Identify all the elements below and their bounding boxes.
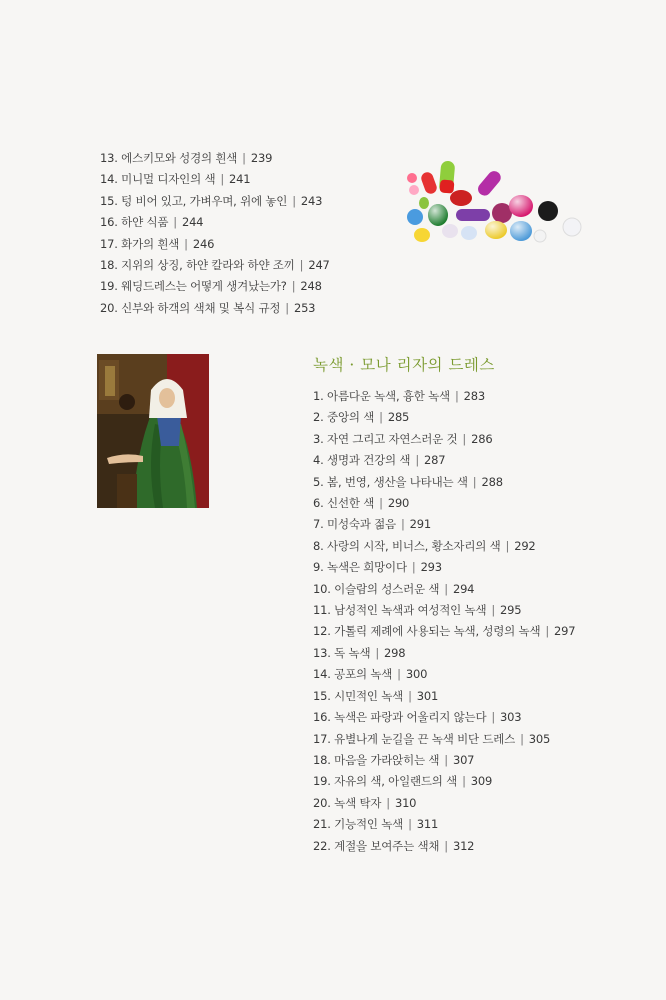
toc-item — [313, 407, 575, 428]
toc-item — [313, 814, 575, 835]
toc-item-page: 300 — [405, 667, 428, 682]
toc-item-number: 13. — [100, 151, 118, 165]
toc-item — [313, 472, 575, 493]
toc-item-page: 301 — [416, 688, 439, 703]
toc-item-page: 288 — [481, 474, 503, 489]
toc-item-title: 이슬람의 성스러운 색 — [334, 581, 440, 596]
toc-item-title: 시민적인 녹색 — [334, 688, 404, 703]
toc-item — [100, 148, 330, 169]
toc-separator: | — [386, 795, 390, 810]
toc-separator: | — [462, 774, 466, 789]
toc-item-title: 신부와 하객의 색채 및 복식 규정 — [121, 300, 281, 315]
toc-item-title: 텅 비어 있고, 가벼우며, 위에 놓인 — [121, 193, 288, 208]
toc-item-number: 22. — [313, 838, 331, 853]
toc-item-number: 6. — [313, 496, 324, 511]
toc-separator: | — [454, 389, 459, 403]
toc-item-title: 아름다운 녹색, 흉한 녹색 — [327, 389, 450, 403]
toc-item — [100, 212, 330, 233]
toc-item — [313, 429, 575, 450]
toc-item-page: 243 — [300, 193, 323, 208]
toc-item-page: 283 — [463, 389, 486, 403]
toc-item-page: 294 — [452, 581, 475, 596]
toc-item-title: 마음을 가라앉히는 색 — [334, 752, 440, 767]
toc-item — [313, 686, 575, 707]
toc-item-page: 291 — [409, 517, 432, 532]
toc-item-title: 미니멀 디자인의 색 — [121, 172, 216, 187]
toc-item-page: 295 — [500, 603, 522, 618]
toc-item — [313, 557, 575, 578]
toc-separator: | — [184, 236, 188, 251]
toc-item-page: 309 — [470, 774, 493, 789]
toc-item — [313, 514, 575, 535]
toc-separator: | — [220, 172, 225, 187]
toc-item — [100, 298, 330, 319]
toc-item-number: 14. — [313, 667, 331, 682]
toc-separator: | — [397, 667, 401, 682]
toc-separator: | — [444, 581, 448, 596]
toc-separator: | — [472, 474, 477, 489]
toc-item-number: 14. — [100, 172, 118, 187]
toc-item-title: 지위의 상징, 하얀 칼라와 하얀 조끼 — [121, 258, 295, 273]
toc-item-number: 15. — [100, 193, 118, 208]
toc-item-number: 15. — [313, 688, 331, 703]
toc-item-page: 290 — [387, 496, 410, 511]
toc-item-page: 312 — [452, 838, 475, 853]
toc-item-number: 2. — [313, 410, 324, 425]
toc-item — [313, 750, 575, 771]
toc-separator: | — [292, 193, 296, 208]
white-section-toc — [100, 148, 330, 319]
toc-item-title: 화가의 흰색 — [121, 236, 180, 251]
toc-item-title: 독 녹색 — [334, 645, 371, 660]
toc-separator: | — [462, 431, 467, 446]
toc-item-title: 공포의 녹색 — [334, 667, 393, 682]
toc-item-title: 웨딩드레스는 어떻게 생겨났는가? — [121, 279, 287, 294]
toc-separator: | — [379, 410, 383, 425]
toc-separator: | — [444, 838, 448, 853]
toc-separator: | — [375, 645, 380, 660]
toc-item-title: 녹색은 파랑과 어울리지 않는다 — [334, 710, 487, 725]
toc-item-number: 20. — [100, 300, 118, 315]
toc-item-title: 미성숙과 젊음 — [327, 517, 396, 532]
toc-separator: | — [408, 688, 412, 703]
toc-separator: | — [411, 560, 416, 575]
toc-item-page: 248 — [300, 279, 322, 294]
toc-item-title: 기능적인 녹색 — [334, 817, 404, 832]
toc-item-title: 에스키모와 성경의 흰색 — [121, 151, 238, 165]
toc-item-page: 298 — [384, 645, 406, 660]
toc-item-title: 자유의 색, 아일랜드의 색 — [334, 774, 458, 789]
toc-separator: | — [520, 731, 524, 746]
toc-item-title: 계절을 보여주는 색채 — [334, 838, 440, 853]
pills-illustration — [398, 155, 588, 250]
toc-item-number: 19. — [100, 279, 118, 294]
toc-item-number: 17. — [100, 236, 118, 251]
toc-item — [313, 836, 575, 857]
toc-separator: | — [491, 710, 496, 725]
toc-item-title: 가톨릭 제례에 사용되는 녹색, 성령의 녹색 — [334, 624, 541, 639]
toc-item-number: 16. — [100, 215, 118, 230]
green-section-toc — [313, 386, 575, 857]
toc-item-number: 18. — [313, 752, 331, 767]
toc-item-number: 13. — [313, 645, 331, 660]
toc-item-number: 21. — [313, 817, 331, 832]
toc-item-number: 12. — [313, 624, 331, 639]
toc-separator: | — [299, 258, 304, 273]
toc-item-number: 5. — [313, 474, 324, 489]
toc-item-page: 303 — [500, 710, 522, 725]
toc-item-page: 293 — [420, 560, 442, 575]
toc-item-title: 자연 그리고 자연스러운 것 — [327, 431, 458, 446]
toc-item-number: 17. — [313, 731, 331, 746]
toc-item-number: 4. — [313, 453, 324, 468]
section-title: 녹색 · 모나 리자의 드레스 — [313, 356, 495, 374]
toc-item-number: 19. — [313, 774, 331, 789]
toc-separator: | — [379, 496, 383, 511]
toc-item-title: 봄, 번영, 생산을 나타내는 색 — [327, 474, 468, 489]
toc-item-number: 9. — [313, 560, 324, 575]
toc-item — [313, 600, 575, 621]
toc-item — [100, 169, 330, 190]
toc-item-page: 297 — [554, 624, 576, 639]
toc-separator: | — [242, 151, 246, 165]
toc-item-title: 신선한 색 — [327, 496, 375, 511]
toc-separator: | — [415, 453, 420, 468]
toc-item — [313, 664, 575, 685]
toc-separator: | — [491, 603, 496, 618]
toc-item-title: 녹색 탁자 — [334, 795, 382, 810]
toc-item-title: 남성적인 녹색과 여성적인 녹색 — [334, 603, 487, 618]
toc-item-number: 11. — [313, 603, 331, 618]
toc-item — [100, 255, 330, 276]
toc-item-page: 253 — [293, 300, 316, 315]
toc-item — [313, 707, 575, 728]
toc-item-number: 8. — [313, 538, 324, 553]
toc-item — [100, 234, 330, 255]
toc-item — [313, 536, 575, 557]
toc-item-page: 307 — [452, 752, 475, 767]
toc-item — [313, 729, 575, 750]
toc-item-page: 246 — [192, 236, 215, 251]
toc-item-title: 녹색은 희망이다 — [327, 560, 407, 575]
toc-item — [313, 771, 575, 792]
toc-item-number: 20. — [313, 795, 331, 810]
toc-separator: | — [285, 300, 289, 315]
toc-item — [313, 621, 575, 642]
toc-item-number: 18. — [100, 258, 118, 273]
toc-item-title: 중앙의 색 — [327, 410, 375, 425]
toc-item — [313, 450, 575, 471]
toc-item-page: 292 — [514, 538, 536, 553]
toc-item-page: 285 — [387, 410, 410, 425]
toc-separator: | — [173, 215, 177, 230]
toc-separator: | — [291, 279, 296, 294]
toc-item — [100, 191, 330, 212]
toc-separator: | — [545, 624, 550, 639]
toc-item — [313, 793, 575, 814]
toc-item — [100, 276, 330, 297]
toc-item-page: 287 — [424, 453, 446, 468]
toc-item-page: 244 — [181, 215, 204, 230]
toc-item-page: 286 — [471, 431, 493, 446]
toc-separator: | — [408, 817, 412, 832]
toc-item-number: 7. — [313, 517, 324, 532]
toc-item — [313, 493, 575, 514]
toc-item — [313, 643, 575, 664]
toc-separator: | — [444, 752, 448, 767]
toc-item-title: 생명과 건강의 색 — [327, 453, 411, 468]
toc-item-number: 10. — [313, 581, 331, 596]
toc-item-title: 유별나게 눈길을 끈 녹색 비단 드레스 — [334, 731, 516, 746]
toc-item-number: 3. — [313, 431, 324, 446]
toc-item-number: 16. — [313, 710, 331, 725]
toc-separator: | — [400, 517, 405, 532]
toc-separator: | — [505, 538, 510, 553]
toc-item-page: 247 — [308, 258, 330, 273]
toc-item-page: 311 — [416, 817, 439, 832]
toc-item-page: 310 — [394, 795, 417, 810]
toc-item-title: 하얀 식품 — [121, 215, 169, 230]
toc-item-title: 사랑의 시작, 비너스, 황소자리의 색 — [327, 538, 501, 553]
toc-item-page: 241 — [229, 172, 251, 187]
arnolfini-portrait-painting — [97, 354, 209, 508]
toc-item-number: 1. — [313, 389, 324, 403]
toc-item — [313, 386, 575, 407]
toc-item-page: 305 — [528, 731, 551, 746]
toc-item-page: 239 — [250, 151, 273, 165]
toc-item — [313, 579, 575, 600]
